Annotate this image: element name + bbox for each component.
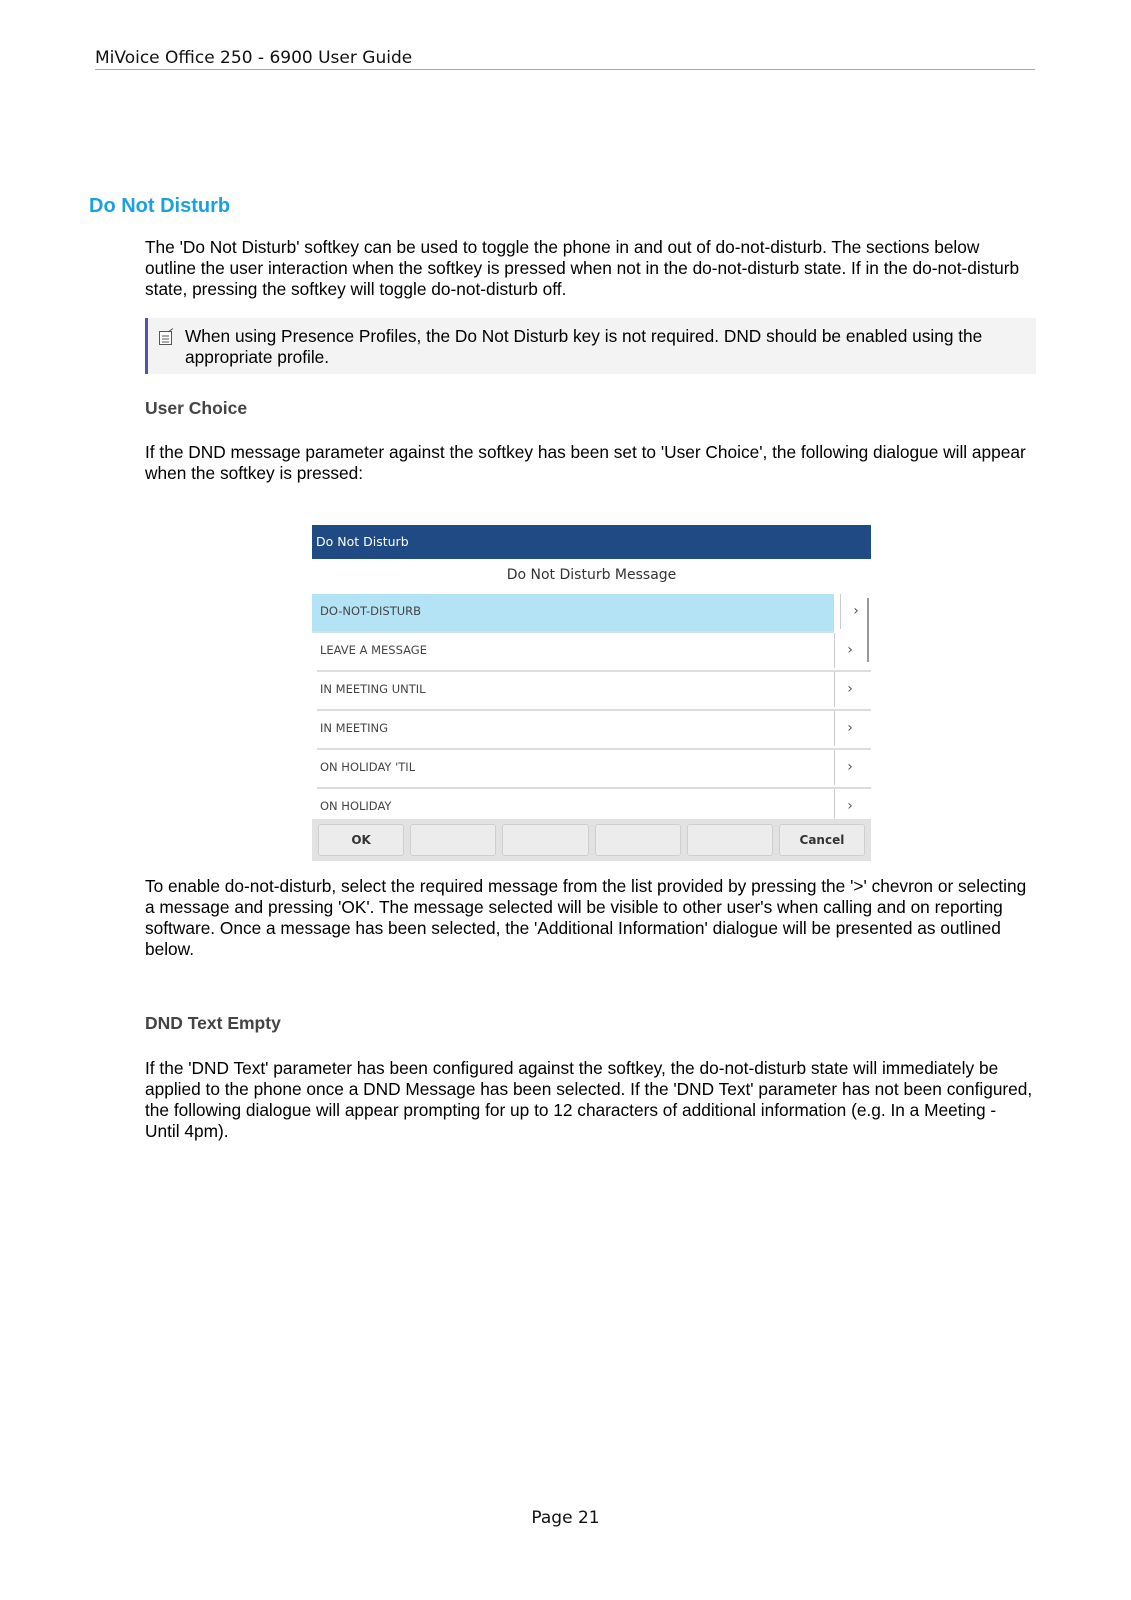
enable-paragraph: To enable do-not-disturb, select the required message from the list provided by pressing the '>' chevron or selecting a message and pressing 'OK'. The message selected will be visible to other user's when calling and on reporting software. Once a message has been selected, the 'Additional Information' dialogue will be presented as outlined below.	[145, 876, 1027, 959]
dnd-text-empty-paragraph: If the 'DND Text' parameter has been configured against the softkey, the do-not-disturb state will immediately be applied to the phone once a DND Message has been selected. If the 'DND Text' parameter has not been configured, the following dialogue will appear prompting for up to 12 characters of additional information (e.g. In a Meeting - Until 4pm).	[145, 1058, 1033, 1141]
header-divider	[95, 69, 1035, 70]
empty-softkey[interactable]	[687, 824, 773, 856]
list-item-label: IN MEETING	[320, 721, 389, 735]
scrollbar[interactable]	[867, 598, 869, 662]
dnd-dialog-screenshot	[312, 525, 871, 861]
cancel-button[interactable]: Cancel	[779, 824, 865, 856]
dialog-subtitle: Do Not Disturb Message	[506, 567, 677, 583]
list-item[interactable]	[312, 594, 859, 633]
note-text: When using Presence Profiles, the Do Not Disturb key is not required. DND should be enabled using the appropriate profile.	[185, 326, 983, 367]
list-item[interactable]	[317, 750, 871, 789]
list-item-label: IN MEETING UNTIL	[320, 682, 426, 696]
chevron-right-icon[interactable]: ›	[834, 750, 865, 785]
section-title: Do Not Disturb	[89, 195, 231, 217]
dnd-text-empty-heading: DND Text Empty	[145, 1013, 281, 1033]
list-item[interactable]	[317, 672, 871, 711]
list-item[interactable]	[317, 633, 871, 672]
user-choice-paragraph: If the DND message parameter against the softkey has been set to 'User Choice', the following dialogue will appear when the softkey is pressed:	[145, 442, 1026, 483]
note-icon	[158, 328, 174, 346]
empty-softkey[interactable]	[502, 824, 588, 856]
intro-paragraph: The 'Do Not Disturb' softkey can be used to toggle the phone in and out of do-not-disturb. The sections below outline the user interaction when the softkey is pressed when not in the do-not-disturb state. If in the do-not-disturb state, pressing the softkey will toggle do-not-disturb off.	[145, 237, 1020, 299]
chevron-right-icon[interactable]: ›	[834, 711, 865, 746]
list-item-label: ON HOLIDAY 'TIL	[320, 760, 416, 774]
empty-softkey[interactable]	[410, 824, 496, 856]
chevron-right-icon[interactable]: ›	[834, 633, 865, 668]
empty-softkey[interactable]	[595, 824, 681, 856]
ok-button[interactable]: OK	[318, 824, 404, 856]
user-choice-heading: User Choice	[145, 398, 248, 418]
note-box	[145, 318, 1036, 374]
list-item[interactable]	[317, 711, 871, 750]
chevron-right-icon[interactable]: ›	[834, 789, 865, 824]
list-item-label: LEAVE A MESSAGE	[320, 643, 427, 657]
list-item-label: DO-NOT-DISTURB	[320, 604, 422, 618]
softkey-bar	[312, 819, 871, 861]
list-item-label: ON HOLIDAY	[320, 799, 392, 813]
page-number: Page 21	[531, 1508, 600, 1528]
chevron-right-icon[interactable]: ›	[840, 594, 871, 629]
dialog-title-bar: Do Not Disturb	[312, 525, 871, 559]
chevron-right-icon[interactable]: ›	[834, 672, 865, 707]
document-header: MiVoice Office 250 - 6900 User Guide	[95, 48, 413, 68]
